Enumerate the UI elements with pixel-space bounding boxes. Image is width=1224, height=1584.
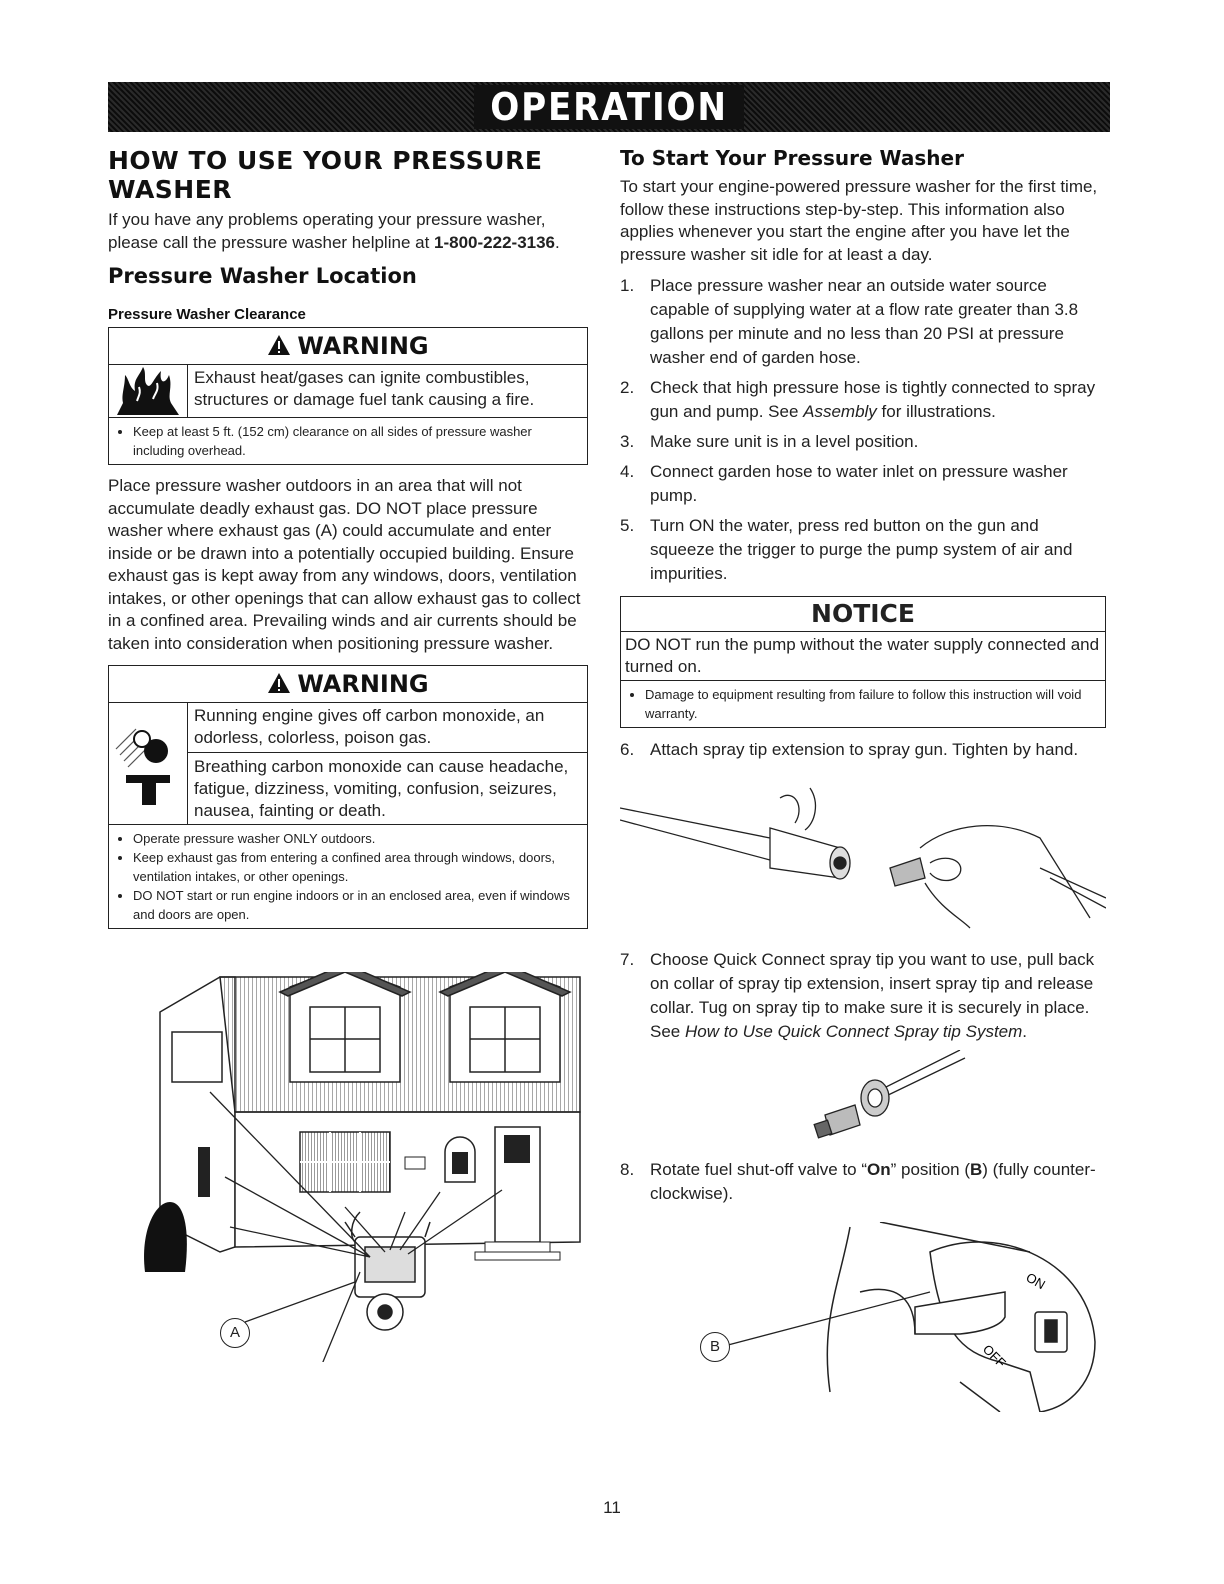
list-item: • DO NOT start or run engine indoors or in an enclosed area, even if windows and doors are open. xyxy=(133,886,579,924)
start-steps-continued-3 xyxy=(620,1158,1106,1206)
notice-header: NOTICE xyxy=(621,597,1105,632)
list-item: 2. Check that high pressure hose is tightly connected to spray gun and pump. See Assembly for illustrations. xyxy=(620,378,1096,421)
location-heading: Pressure Washer Location xyxy=(108,264,417,288)
callout-a: A xyxy=(220,1318,250,1348)
fire-hazard-text: Exhaust heat/gases can ignite combustibles, structures or damage fuel tank causing a fire. xyxy=(194,368,535,409)
clearance-heading: Pressure Washer Clearance xyxy=(108,306,306,323)
right-column xyxy=(620,146,1106,1212)
notice-bullets xyxy=(621,681,1105,727)
poison-gas-icon xyxy=(109,703,188,824)
left-column xyxy=(108,146,588,939)
valve-on-label: ON xyxy=(1023,1269,1048,1293)
callout-b: B xyxy=(700,1332,730,1362)
co-hazard-line-2: Breathing carbon monoxide can cause headache, fatigue, dizziness, vomiting, confusion, seizures, nausea, fainting or death. xyxy=(194,757,569,820)
fire-warning-box xyxy=(108,327,588,465)
notice-box xyxy=(620,596,1106,728)
list-item: 8. Rotate fuel shut-off valve to “On” position (B) (fully counter-clockwise). xyxy=(620,1160,1096,1203)
co-hazard-text xyxy=(188,703,587,824)
notice-body: DO NOT run the pump without the water supply connected and turned on. xyxy=(621,632,1105,681)
warning-header: WARNING xyxy=(109,328,587,365)
list-item: 7. Choose Quick Connect spray tip you want to use, pull back on collar of spray tip extension, insert spray tip and release collar. Tug on spray tip to make sure it is securely in place. See How to Use Quick Connect Spray tip System. xyxy=(620,950,1095,1041)
helpline-number: 1-800-222-3136 xyxy=(434,233,556,252)
list-item: 4. Connect garden hose to water inlet on pressure washer pump. xyxy=(620,462,1068,505)
spray-tip-extension-illustration xyxy=(620,768,1106,938)
house-exhaust-illustration xyxy=(140,972,590,1362)
valve-off-label: OFF xyxy=(979,1341,1009,1371)
dormer-right xyxy=(440,972,570,1082)
warning-header: WARNING xyxy=(109,666,587,703)
list-item: • Keep exhaust gas from entering a confined area through windows, doors, ventilation intakes, or other openings. xyxy=(133,848,579,886)
co-warning-box xyxy=(108,665,588,929)
section-banner xyxy=(108,82,1110,132)
page-title: HOW TO USE YOUR PRESSURE WASHER xyxy=(108,146,543,204)
fuel-valve-illustration xyxy=(700,1222,1100,1412)
fire-warning-bullets xyxy=(109,418,587,464)
intro-text: If you have any problems operating your pressure washer, please call the pressure washer helpline at 1-800-222-3136. xyxy=(108,210,560,252)
placement-text: Place pressure washer outdoors in an area that will not accumulate deadly exhaust gas. DO NOT place pressure washer where exhaust gas (A) could accumulate and enter inside or be drawn into a potentially occupied building. Ensure exhaust gas is kept away from any windows, doors, ventilation intakes, or other openings that can allow exhaust gas to collect in a confined area. Prevailing winds and air currents should be taken into consideration when positioning pressure washer. xyxy=(108,476,581,653)
co-warning-bullets xyxy=(109,825,587,928)
list-item: • Keep at least 5 ft. (152 cm) clearance on all sides of pressure washer including overhead. xyxy=(133,422,579,460)
list-item: 5. Turn ON the water, press red button on the gun and squeeze the trigger to purge the pump system of air and impurities. xyxy=(620,516,1073,583)
start-steps xyxy=(620,274,1106,586)
co-hazard-row xyxy=(109,703,587,825)
warning-triangle-icon xyxy=(267,334,291,356)
warning-triangle-icon xyxy=(267,672,291,694)
page-number: 11 xyxy=(603,1498,621,1517)
list-item: 3. Make sure unit is in a level position. xyxy=(620,432,919,451)
quick-connect-tip-illustration xyxy=(620,1050,1106,1150)
fire-icon xyxy=(109,365,188,417)
co-hazard-line-1: Running engine gives off carbon monoxide, an odorless, colorless, poison gas. xyxy=(194,706,545,747)
fire-hazard-row xyxy=(109,365,587,418)
list-item: 1. Place pressure washer near an outside water source capable of supplying water at a flow rate greater than 3.8 gallons per minute and no less than 20 PSI at pressure washer end of garden hose. xyxy=(620,276,1079,367)
list-item: 6. Attach spray tip extension to spray gun. Tighten by hand. xyxy=(620,740,1079,759)
start-steps-continued-2 xyxy=(620,948,1106,1044)
list-item: • Operate pressure washer ONLY outdoors. xyxy=(133,829,579,848)
section-banner-title: OPERATION xyxy=(474,85,744,129)
start-steps-continued xyxy=(620,738,1106,762)
dormer-left xyxy=(280,972,410,1082)
list-item: • Damage to equipment resulting from failure to follow this instruction will void warranty. xyxy=(645,685,1097,723)
start-heading: To Start Your Pressure Washer xyxy=(620,146,964,170)
start-intro: To start your engine-powered pressure washer for the first time, follow these instructions step-by-step. This information also applies whenever you start the engine after you have let the pressure washer sit idle for at least a day. xyxy=(620,177,1098,264)
